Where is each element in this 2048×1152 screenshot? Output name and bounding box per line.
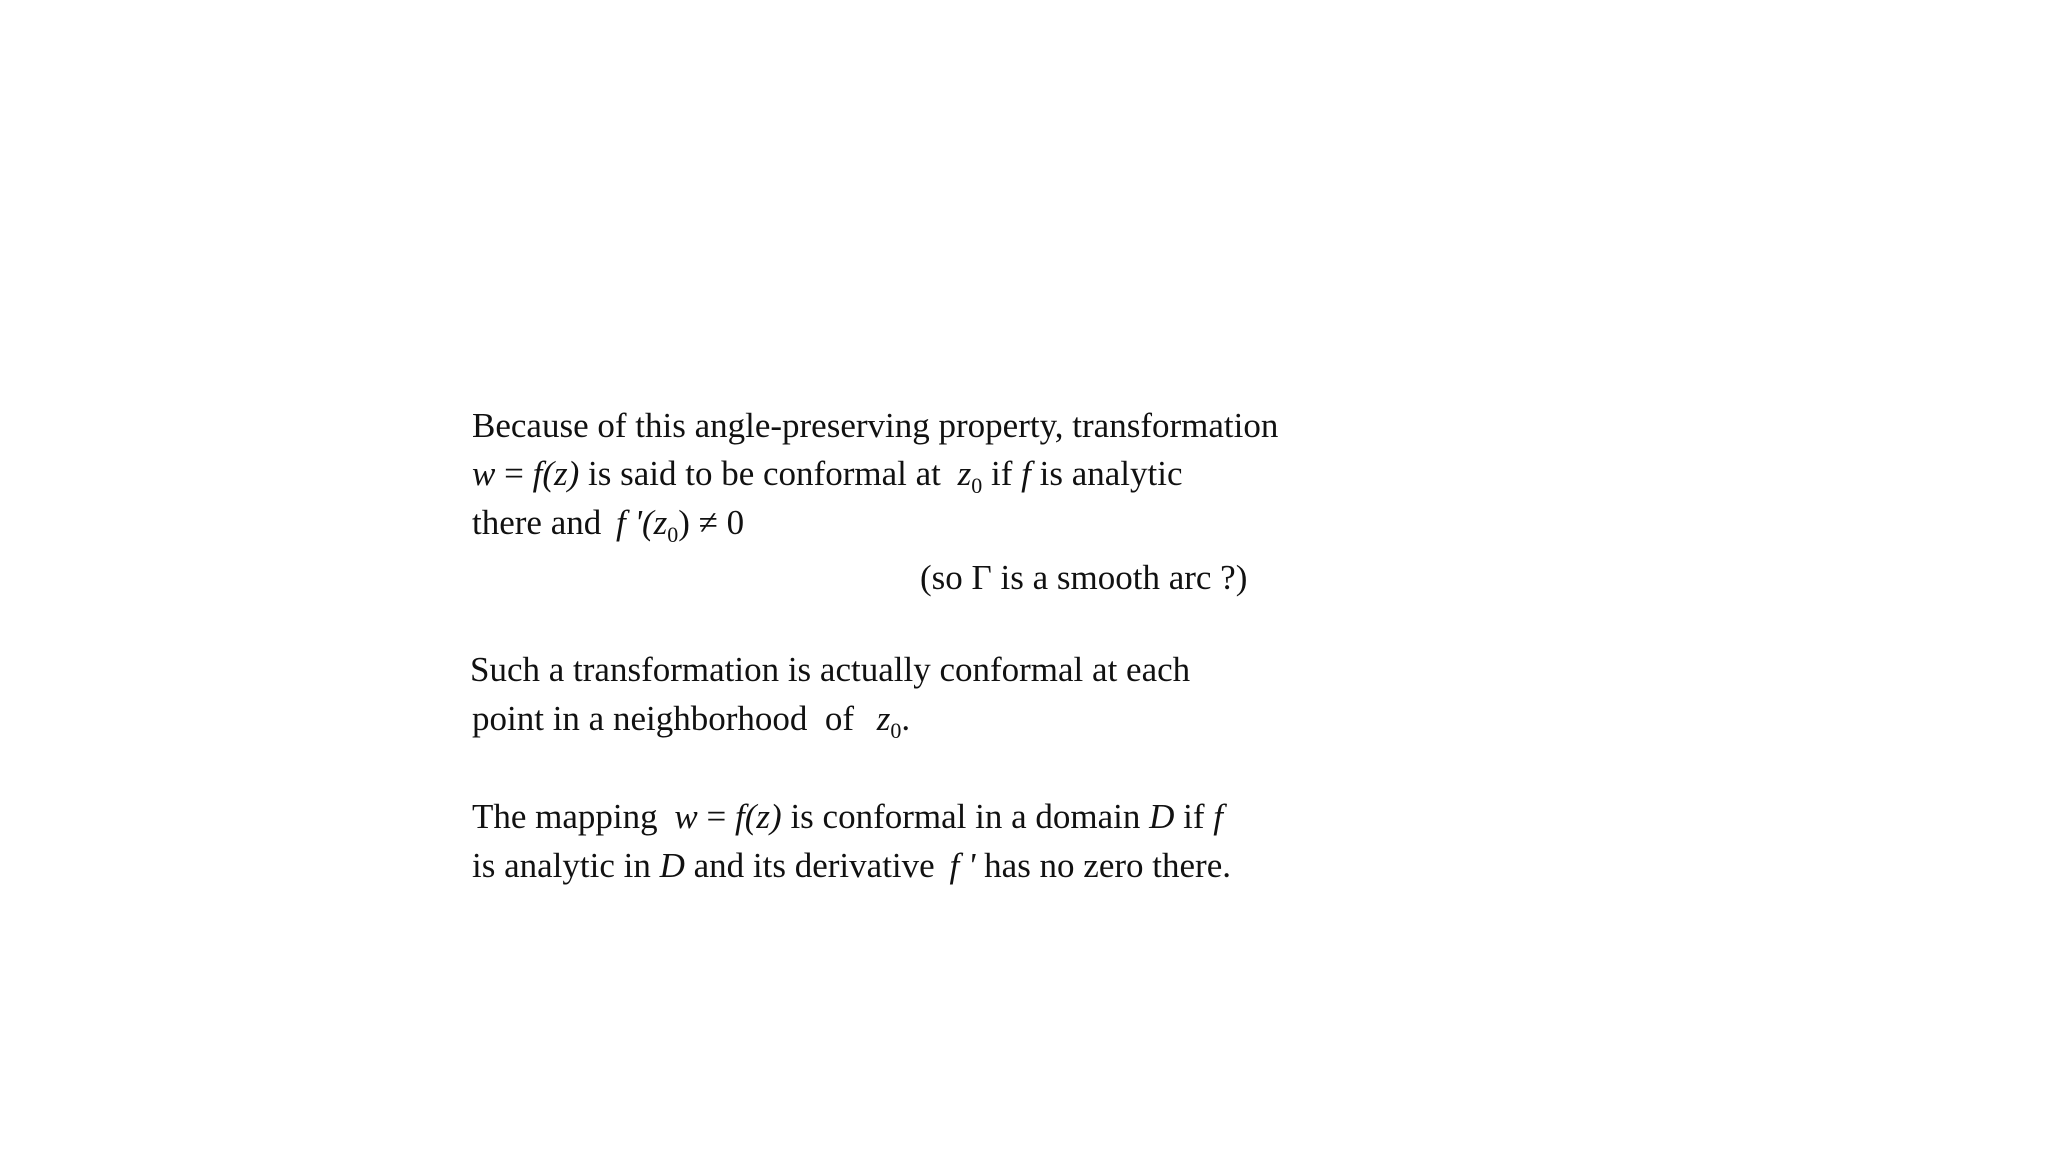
smooth-arc-note bbox=[920, 556, 1247, 600]
p1-line3-text: there and bbox=[472, 503, 602, 542]
math-neq: ≠ bbox=[698, 503, 718, 542]
math-D: D bbox=[1149, 797, 1175, 836]
p2-line1-text: Such a transformation is actually conformal at each bbox=[470, 650, 1191, 689]
math-fprime: f '( bbox=[615, 503, 654, 542]
math-f: f bbox=[735, 797, 745, 836]
math-z: z bbox=[876, 699, 891, 738]
p3-line1-text2: is conformal in a domain bbox=[790, 797, 1141, 836]
math-z: z bbox=[653, 503, 668, 542]
paragraph2-line1 bbox=[470, 648, 1190, 692]
math-arg: (z) bbox=[744, 797, 782, 836]
math-sub0: 0 bbox=[890, 718, 902, 743]
math-sub0: 0 bbox=[971, 473, 983, 498]
p1-line2-text3: is analytic bbox=[1039, 454, 1183, 493]
p2-line2-text: point in a neighborhood of bbox=[472, 699, 855, 738]
math-sub0: 0 bbox=[667, 522, 679, 547]
math-w: w bbox=[674, 797, 698, 836]
math-f2: f bbox=[1021, 454, 1031, 493]
p3-line1-text3: if bbox=[1183, 797, 1205, 836]
p3-line2-text1: is analytic in bbox=[472, 846, 651, 885]
math-z: z bbox=[957, 454, 972, 493]
p1-line1-text: Because of this angle-preserving property, transformation bbox=[472, 406, 1279, 445]
paragraph1-line1 bbox=[472, 404, 1278, 448]
math-close-paren: ) bbox=[678, 503, 690, 542]
math-equals: = bbox=[504, 454, 524, 493]
paragraph2-line2 bbox=[472, 697, 910, 753]
math-arg: (z) bbox=[542, 454, 580, 493]
paragraph1-line3 bbox=[472, 501, 744, 557]
paragraph1-line2 bbox=[472, 452, 1182, 508]
paragraph3-line1 bbox=[472, 795, 1223, 839]
math-D: D bbox=[659, 846, 685, 885]
p3-line2-text2: and its derivative bbox=[693, 846, 935, 885]
math-zero: 0 bbox=[726, 503, 745, 542]
p3-line2-text3: has no zero there. bbox=[984, 846, 1231, 885]
p1-line2-text1: is said to be conformal at bbox=[588, 454, 941, 493]
p3-line1-text1: The mapping bbox=[472, 797, 658, 836]
math-fprime: f ' bbox=[949, 846, 976, 885]
note-text: (so Γ is a smooth arc ?) bbox=[920, 558, 1248, 597]
paragraph3-line2 bbox=[472, 844, 1231, 888]
math-f2: f bbox=[1213, 797, 1224, 836]
math-f: f bbox=[532, 454, 543, 493]
math-w: w bbox=[472, 454, 496, 493]
p1-line2-text2: if bbox=[990, 454, 1013, 493]
math-equals: = bbox=[706, 797, 727, 836]
period: . bbox=[901, 699, 911, 738]
